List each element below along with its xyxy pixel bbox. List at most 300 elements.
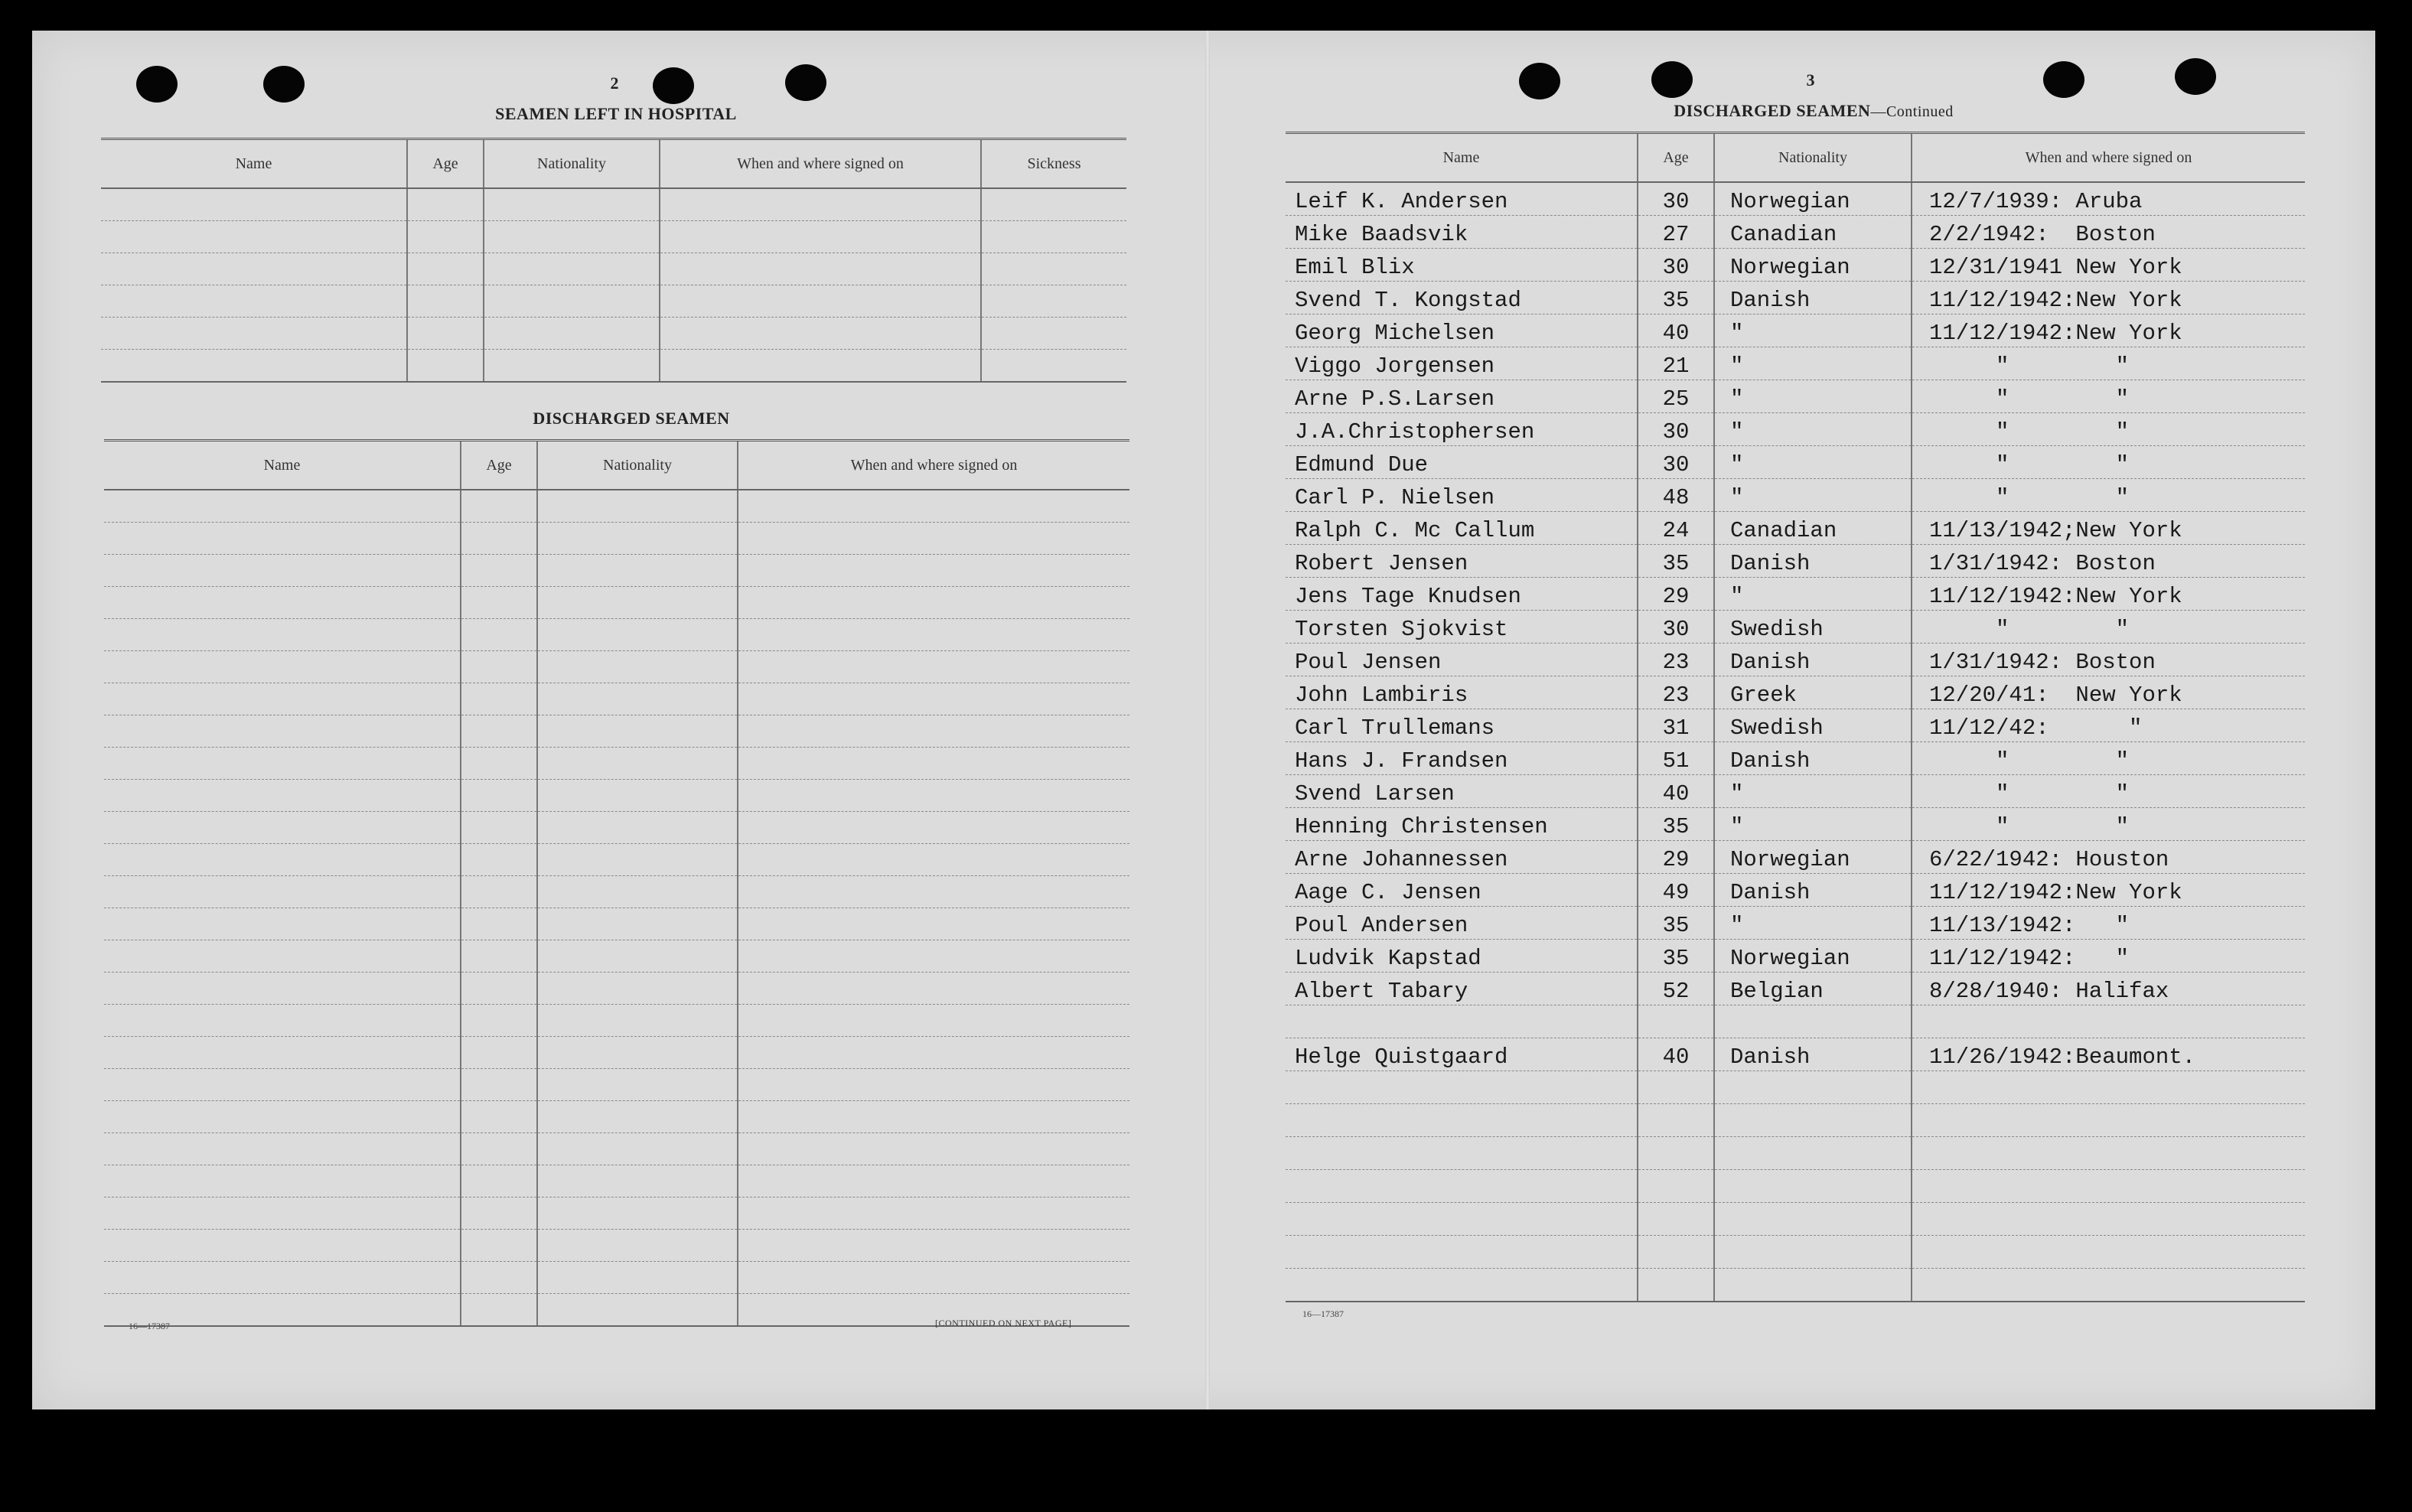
blank-cell [738,1133,1129,1165]
table-row [1286,578,2305,611]
blank-cell [738,523,1129,555]
continued-note: [CONTINUED ON NEXT PAGE] [935,1318,1072,1328]
seaman-name [1286,1203,1638,1236]
blank-cell [738,683,1129,715]
blank-cell [660,253,981,285]
blank-cell [104,490,461,523]
table-row [1286,742,2305,775]
signed-on-date-place: 11/26/1942:Beaumont. [1912,1038,2305,1071]
punch-hole [2043,61,2084,98]
blank-cell [104,1037,461,1069]
blank-cell [738,1262,1129,1294]
seaman-age [1638,1137,1714,1170]
seaman-age: 27 [1638,216,1714,249]
column-header-signed-on: When and where signed on [738,441,1129,490]
blank-cell [407,188,484,221]
seaman-name: Poul Andersen [1286,907,1638,940]
seaman-name: J.A.Christophersen [1286,413,1638,446]
seaman-nationality: " [1714,380,1912,413]
blank-cell [461,490,537,523]
signed-on-date-place: 8/28/1940: Halifax [1912,973,2305,1005]
table-row [1286,479,2305,512]
punch-hole [1519,63,1560,99]
form-number-right: 16—17387 [1302,1308,1344,1319]
blank-cell [537,1294,738,1327]
blank-cell [537,1069,738,1101]
blank-form-row [104,973,1129,1005]
blank-cell [104,748,461,780]
column-header-nationality: Nationality [537,441,738,490]
signed-on-date-place [1912,1170,2305,1203]
table-row [1286,1269,2305,1302]
blank-cell [104,1005,461,1037]
table-row [1286,611,2305,644]
punch-hole [263,66,305,103]
seaman-name: Albert Tabary [1286,973,1638,1005]
blank-cell [537,973,738,1005]
seaman-name [1286,1236,1638,1269]
seaman-age: 24 [1638,512,1714,545]
blank-form-row [101,188,1126,221]
signed-on-date-place [1912,1203,2305,1236]
table-row [1286,249,2305,282]
blank-form-row [101,318,1126,350]
seaman-name [1286,1137,1638,1170]
blank-cell [484,350,660,383]
seaman-nationality: " [1714,578,1912,611]
column-header-age: Age [407,139,484,189]
blank-cell [104,523,461,555]
seaman-age: 30 [1638,413,1714,446]
blank-cell [461,1294,537,1327]
blank-cell [537,876,738,908]
seaman-name: Carl P. Nielsen [1286,479,1638,512]
column-header-sickness: Sickness [981,139,1126,189]
seaman-age: 40 [1638,1038,1714,1071]
seaman-nationality [1714,1236,1912,1269]
seaman-age: 40 [1638,314,1714,347]
blank-cell [660,188,981,221]
blank-cell [537,523,738,555]
seaman-age [1638,1203,1714,1236]
signed-on-date-place: " " [1912,413,2305,446]
table-row [1286,1038,2305,1071]
blank-form-row [104,780,1129,812]
blank-form-row [101,253,1126,285]
seaman-name [1286,1170,1638,1203]
blank-cell [660,318,981,350]
signed-on-date-place [1912,1104,2305,1137]
signed-on-date-place [1912,1269,2305,1302]
seaman-nationality: " [1714,775,1912,808]
blank-cell [104,973,461,1005]
seaman-name [1286,1269,1638,1302]
blank-cell [537,1262,738,1294]
blank-cell [738,1005,1129,1037]
blank-cell [484,188,660,221]
blank-cell [484,285,660,318]
blank-form-row [104,587,1129,619]
seaman-age: 29 [1638,578,1714,611]
signed-on-date-place: 11/12/1942:New York [1912,874,2305,907]
signed-on-date-place: " " [1912,775,2305,808]
blank-cell [981,188,1126,221]
punch-hole [2175,58,2216,95]
blank-cell [461,619,537,651]
blank-form-row [104,1198,1129,1230]
seaman-name: Viggo Jorgensen [1286,347,1638,380]
signed-on-date-place [1912,1236,2305,1269]
seaman-nationality: Swedish [1714,709,1912,742]
blank-form-row [101,285,1126,318]
blank-form-row [104,523,1129,555]
signed-on-date-place: " " [1912,808,2305,841]
seaman-age: 30 [1638,249,1714,282]
seaman-nationality: Norwegian [1714,182,1912,216]
seaman-age: 21 [1638,347,1714,380]
blank-cell [104,876,461,908]
seaman-age: 35 [1638,907,1714,940]
seaman-nationality [1714,1203,1912,1236]
blank-cell [104,651,461,683]
signed-on-date-place: 11/13/1942: " [1912,907,2305,940]
seaman-age: 49 [1638,874,1714,907]
blank-cell [981,350,1126,383]
seaman-age [1638,1071,1714,1104]
seaman-age [1638,1236,1714,1269]
blank-cell [407,350,484,383]
blank-cell [738,490,1129,523]
signed-on-date-place: 11/13/1942;New York [1912,512,2305,545]
signed-on-date-place: 12/7/1939: Aruba [1912,182,2305,216]
blank-cell [738,651,1129,683]
blank-form-row [104,619,1129,651]
table-row [1286,446,2305,479]
blank-cell [461,1198,537,1230]
blank-cell [461,844,537,876]
blank-cell [407,318,484,350]
signed-on-date-place: 2/2/1942: Boston [1912,216,2305,249]
blank-cell [981,221,1126,253]
blank-cell [461,1165,537,1198]
table-row [1286,182,2305,216]
blank-cell [461,651,537,683]
blank-cell [738,1069,1129,1101]
seaman-age: 23 [1638,676,1714,709]
blank-cell [537,812,738,844]
blank-cell [461,1101,537,1133]
seaman-name: Arne P.S.Larsen [1286,380,1638,413]
seaman-nationality: Swedish [1714,611,1912,644]
blank-cell [660,350,981,383]
blank-cell [461,523,537,555]
seaman-name: Ludvik Kapstad [1286,940,1638,973]
punch-hole [653,67,694,104]
signed-on-date-place: " " [1912,380,2305,413]
blank-form-row [104,1133,1129,1165]
blank-form-row [101,350,1126,383]
table-row [1286,1071,2305,1104]
discharged-table-right [1286,132,2305,1302]
blank-cell [461,973,537,1005]
discharged-continued-title [1607,101,2020,121]
column-header-age: Age [1638,133,1714,183]
blank-cell [537,1037,738,1069]
seaman-name: Carl Trullemans [1286,709,1638,742]
blank-cell [101,253,407,285]
table-row [1286,808,2305,841]
blank-form-row [104,1069,1129,1101]
table-row [1286,940,2305,973]
blank-cell [461,587,537,619]
seaman-name: Svend T. Kongstad [1286,282,1638,314]
blank-cell [537,651,738,683]
blank-cell [104,1133,461,1165]
blank-cell [537,1005,738,1037]
blank-cell [461,780,537,812]
seaman-age: 48 [1638,479,1714,512]
blank-cell [738,780,1129,812]
blank-cell [537,1230,738,1262]
blank-form-row [104,715,1129,748]
seaman-nationality: Danish [1714,742,1912,775]
signed-on-date-place: " " [1912,446,2305,479]
table-row [1286,216,2305,249]
signed-on-date-place: 1/31/1942: Boston [1912,545,2305,578]
blank-cell [738,1198,1129,1230]
signed-on-date-place: " " [1912,347,2305,380]
seaman-age [1638,1170,1714,1203]
blank-cell [104,1198,461,1230]
seaman-name: Henning Christensen [1286,808,1638,841]
table-row [1286,1170,2305,1203]
seaman-name: Poul Jensen [1286,644,1638,676]
page-fold [1205,31,1210,1409]
seaman-nationality: Danish [1714,874,1912,907]
signed-on-date-place: 11/12/1942:New York [1912,282,2305,314]
blank-form-row [104,683,1129,715]
blank-cell [537,1133,738,1165]
seaman-age: 25 [1638,380,1714,413]
blank-cell [537,683,738,715]
blank-cell [537,844,738,876]
seaman-nationality: " [1714,479,1912,512]
blank-cell [104,1101,461,1133]
seaman-nationality: Norwegian [1714,940,1912,973]
form-number-left: 16—17387 [129,1321,170,1331]
discharged-section-title: DISCHARGED SEAMEN [533,409,730,428]
column-header-name: Name [104,441,461,490]
blank-cell [407,253,484,285]
blank-form-row [104,812,1129,844]
signed-on-date-place: " " [1912,611,2305,644]
blank-cell [104,908,461,940]
blank-cell [537,1198,738,1230]
blank-cell [738,973,1129,1005]
signed-on-date-place: 11/12/1942:New York [1912,314,2305,347]
blank-cell [104,555,461,587]
blank-cell [101,188,407,221]
signed-on-date-place [1912,1137,2305,1170]
seaman-name: Helge Quistgaard [1286,1038,1638,1071]
table-row [1286,676,2305,709]
blank-cell [461,940,537,973]
blank-cell [537,1165,738,1198]
signed-on-date-place: 11/12/1942: " [1912,940,2305,973]
signed-on-date-place: 6/22/1942: Houston [1912,841,2305,874]
seaman-nationality [1714,1005,1912,1038]
blank-cell [537,940,738,973]
table-row [1286,347,2305,380]
signed-on-date-place: " " [1912,479,2305,512]
blank-cell [484,253,660,285]
blank-cell [738,587,1129,619]
seaman-name: Ralph C. Mc Callum [1286,512,1638,545]
column-header-nationality: Nationality [484,139,660,189]
table-row [1286,314,2305,347]
table-row [1286,709,2305,742]
blank-cell [537,555,738,587]
seaman-nationality: " [1714,907,1912,940]
punch-hole [136,66,178,103]
signed-on-date-place [1912,1071,2305,1104]
blank-cell [104,1069,461,1101]
blank-cell [738,812,1129,844]
blank-cell [461,1069,537,1101]
seaman-nationality [1714,1137,1912,1170]
table-row [1286,1005,2305,1038]
seaman-nationality [1714,1170,1912,1203]
table-row [1286,1137,2305,1170]
blank-cell [461,1133,537,1165]
seaman-name: Svend Larsen [1286,775,1638,808]
blank-cell [461,1005,537,1037]
blank-cell [104,619,461,651]
seaman-name: Aage C. Jensen [1286,874,1638,907]
table-row [1286,644,2305,676]
blank-cell [981,285,1126,318]
blank-cell [660,285,981,318]
signed-on-date-place: 1/31/1942: Boston [1912,644,2305,676]
seaman-nationality: Belgian [1714,973,1912,1005]
column-header-nationality: Nationality [1714,133,1912,183]
seaman-nationality: Canadian [1714,512,1912,545]
seaman-age [1638,1269,1714,1302]
seaman-name: Leif K. Andersen [1286,182,1638,216]
seaman-name: John Lambiris [1286,676,1638,709]
seaman-age: 35 [1638,940,1714,973]
hospital-table [101,138,1126,383]
blank-form-row [104,555,1129,587]
page-number-left: 2 [610,73,619,93]
table-row [1286,1236,2305,1269]
signed-on-date-place: 12/20/41: New York [1912,676,2305,709]
seaman-age [1638,1005,1714,1038]
seaman-nationality: " [1714,347,1912,380]
blank-cell [738,619,1129,651]
blank-form-row [104,908,1129,940]
table-row [1286,413,2305,446]
title-main: DISCHARGED SEAMEN [1674,101,1871,120]
table-row [1286,775,2305,808]
seaman-name: Jens Tage Knudsen [1286,578,1638,611]
seaman-name [1286,1071,1638,1104]
blank-cell [738,1230,1129,1262]
seaman-name [1286,1005,1638,1038]
blank-cell [537,490,738,523]
blank-form-row [104,651,1129,683]
blank-form-row [104,1262,1129,1294]
seaman-age: 35 [1638,545,1714,578]
blank-cell [104,1262,461,1294]
page-number-right: 3 [1806,70,1815,90]
seaman-nationality [1714,1104,1912,1137]
blank-cell [981,318,1126,350]
seaman-nationality: Norwegian [1714,841,1912,874]
blank-cell [738,748,1129,780]
seaman-age: 35 [1638,808,1714,841]
seaman-age: 23 [1638,644,1714,676]
table-row [1286,282,2305,314]
seaman-name: Hans J. Frandsen [1286,742,1638,775]
seaman-name: Georg Michelsen [1286,314,1638,347]
blank-cell [738,844,1129,876]
blank-cell [738,908,1129,940]
blank-form-row [104,940,1129,973]
table-row [1286,380,2305,413]
table-row [1286,1203,2305,1236]
blank-cell [461,1230,537,1262]
blank-cell [738,555,1129,587]
seaman-age: 51 [1638,742,1714,775]
punch-hole [785,64,826,101]
table-row [1286,1104,2305,1137]
seaman-name [1286,1104,1638,1137]
blank-cell [104,1165,461,1198]
seaman-name: Robert Jensen [1286,545,1638,578]
blank-cell [461,1037,537,1069]
punch-hole [1651,61,1693,98]
column-header-signed-on: When and where signed on [1912,133,2305,183]
signed-on-date-place: 11/12/1942:New York [1912,578,2305,611]
seaman-name: Torsten Sjokvist [1286,611,1638,644]
seaman-nationality [1714,1269,1912,1302]
blank-form-row [104,1037,1129,1069]
blank-cell [407,285,484,318]
table-row [1286,841,2305,874]
seaman-nationality: " [1714,314,1912,347]
seaman-nationality: Greek [1714,676,1912,709]
blank-cell [104,683,461,715]
blank-cell [738,1037,1129,1069]
blank-cell [981,253,1126,285]
blank-cell [104,812,461,844]
seaman-nationality: Danish [1714,282,1912,314]
seaman-age: 40 [1638,775,1714,808]
title-sub: —Continued [1870,103,1954,120]
blank-cell [537,619,738,651]
blank-cell [660,221,981,253]
blank-form-row [104,1101,1129,1133]
blank-form-row [104,490,1129,523]
blank-cell [461,715,537,748]
seaman-nationality: " [1714,446,1912,479]
blank-form-row [101,221,1126,253]
blank-cell [537,748,738,780]
seaman-age: 29 [1638,841,1714,874]
blank-cell [738,1165,1129,1198]
seaman-nationality: " [1714,808,1912,841]
